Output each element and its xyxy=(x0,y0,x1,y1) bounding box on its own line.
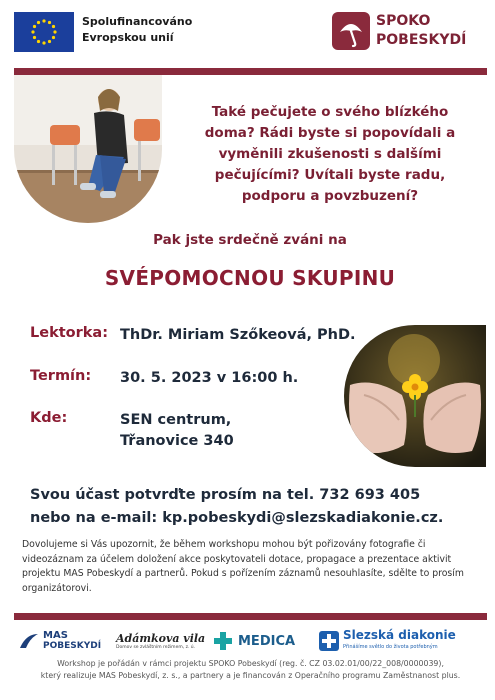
adamkova-name: Adámkova vila xyxy=(116,632,206,645)
project-footer xyxy=(14,658,487,682)
photo-seated-woman xyxy=(14,75,162,223)
spoko-logo-text xyxy=(376,12,466,50)
place-value xyxy=(120,410,234,452)
registration-email-line: nebo na e-mail: kp.pobeskydi@slezskadiakonie.cz. xyxy=(30,510,444,526)
place-line-2: Třanovice 340 xyxy=(120,433,234,449)
date-label: Termín: xyxy=(30,368,92,384)
mas-swoosh-icon xyxy=(18,630,40,652)
lecturer-label: Lektorka: xyxy=(30,325,108,341)
event-headline: SVÉPOMOCNOU SKUPINU xyxy=(104,266,396,290)
slezska-diakonie-logo xyxy=(318,628,488,654)
photo-hands-with-flower xyxy=(344,325,486,467)
spoko-line-2: POBESKYDÍ xyxy=(376,32,467,48)
intro-questions xyxy=(180,102,480,207)
eu-line-2: Evropskou unií xyxy=(82,31,174,44)
intro-line-5: podporu a povzbuzení? xyxy=(241,188,419,204)
medical-cross-icon xyxy=(212,630,234,652)
bottom-divider-band xyxy=(14,613,487,620)
intro-line-1: Také pečujete o svého blízkého xyxy=(211,104,449,120)
footer-line-1: Workshop je pořádán v rámci projektu SPOKO Pobeskydí (reg. č. CZ 03.02.01/00/22_008/0000039), xyxy=(57,659,444,668)
medica-logo xyxy=(212,628,312,654)
adamkova-subtitle: Domov se zvláštním režimem, z. ú. xyxy=(116,645,196,650)
place-line-1: SEN centrum, xyxy=(120,412,232,428)
intro-line-4: pečujícími? Uvítali byste radu, xyxy=(214,167,446,183)
adamkova-vila-logo xyxy=(116,628,208,654)
photo-consent-notice: Dovolujeme si Vás upozornit, že během workshopu mohou být pořizovány fotografie či videozáznam za účelem doložení akce poskytovateli dotace, propagace a prezentace aktivit projektu MAS Pobeskydí a partnerů. Pokud s pořízením záznamů nesouhlasíte, sdělte to prosím organizátorovi. xyxy=(22,539,464,594)
footer-line-2: který realizuje MAS Pobeskydí, z. s., a partnery a je financován z Operačního programu Zaměstnanost plus. xyxy=(40,671,461,680)
invitation-text: Pak jste srdečně zváni na xyxy=(153,232,347,248)
eu-line-1: Spolufinancováno xyxy=(82,15,193,28)
eu-cofinanced-text xyxy=(82,14,192,46)
place-label: Kde: xyxy=(30,410,68,426)
mas-pobeskydi-logo xyxy=(18,628,110,654)
spoko-umbrella-icon xyxy=(332,12,370,50)
medica-name: MEDICA xyxy=(238,633,296,649)
slezska-name: Slezská diakonie xyxy=(343,628,456,642)
mas-line-1: MAS xyxy=(43,630,68,641)
registration-info xyxy=(30,484,480,530)
date-value: 30. 5. 2023 v 16:00 h. xyxy=(120,370,299,386)
spoko-line-1: SPOKO xyxy=(376,13,431,29)
intro-line-3: vyměnili zkušenosti s dalšími xyxy=(218,146,442,162)
diakonie-cross-icon xyxy=(318,630,340,652)
lecturer-value: ThDr. Miriam Szőkeová, PhD. xyxy=(120,327,356,343)
slezska-tagline: Přinášíme světlo do života potřebným xyxy=(343,644,438,650)
top-divider-band xyxy=(14,68,487,75)
mas-line-2: POBESKYDÍ xyxy=(43,641,102,651)
eu-flag-logo xyxy=(14,12,74,52)
intro-line-2: doma? Rádi byste si popovídali a xyxy=(204,125,456,141)
registration-phone-line: Svou účast potvrďte prosím na tel. 732 693 405 xyxy=(30,487,421,503)
